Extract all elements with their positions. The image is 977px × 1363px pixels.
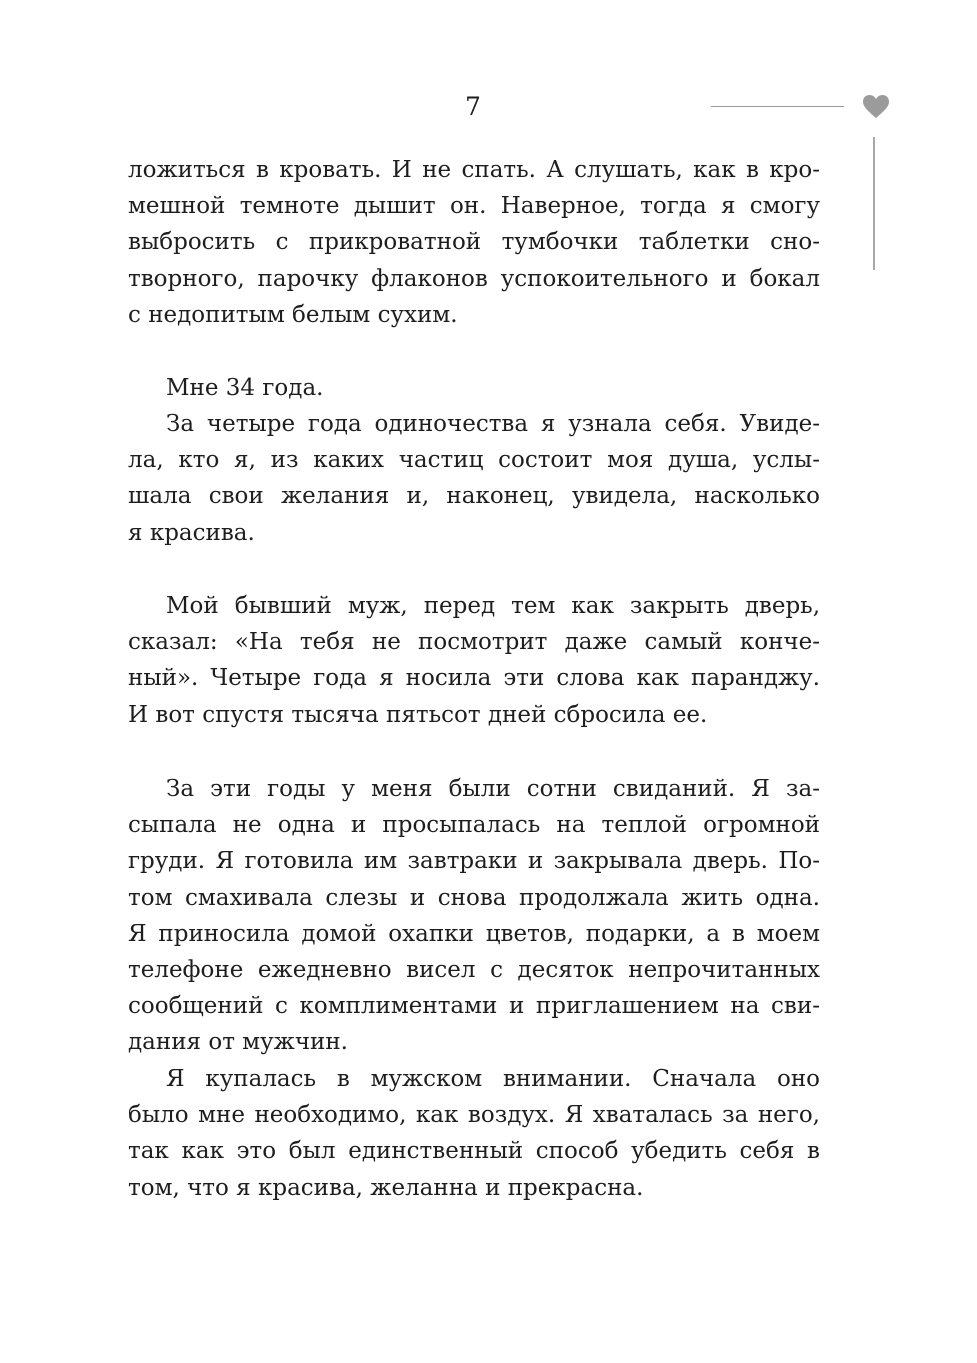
text-line: За эти годы у меня были сотни свиданий. Я за-	[166, 776, 820, 802]
text-line: я красива.	[128, 519, 255, 546]
paragraph	[128, 588, 820, 733]
text-line: том смахивала слезы и снова продолжала жить одна.	[128, 884, 820, 911]
text-line: телефоне ежедневно висел с десяток непрочитанных	[128, 956, 820, 983]
text-line: с недопитым белым сухим.	[128, 301, 458, 328]
paragraph-continuation	[128, 152, 820, 333]
text-line: ный». Четыре года я носила эти слова как паранджу.	[128, 665, 820, 692]
text-line: ла, кто я, из каких частиц состоит моя душа, услы-	[128, 447, 820, 474]
text-line: том, что я красива, желанна и прекрасна.	[128, 1174, 644, 1201]
text-line: выбросить с прикроватной тумбочки таблетки сно-	[128, 229, 820, 256]
text-line: творного, парочку флаконов успокоительного и бокал	[128, 265, 820, 292]
text-line: было мне необходимо, как воздух. Я хваталась за него,	[128, 1102, 820, 1129]
text-line: Мне 34 года.	[166, 375, 324, 401]
text-line: мешной темноте дышит он. Наверное, тогда я смогу	[128, 193, 820, 220]
side-rule	[873, 137, 875, 270]
paragraph	[128, 771, 820, 1061]
text-line: груди. Я готовила им завтраки и закрывала дверь. По-	[128, 848, 820, 875]
text-line: сказал: «На тебя не посмотрит даже самый конче-	[128, 629, 820, 656]
paragraph	[128, 1061, 820, 1206]
text-line: шала свои желания и, наконец, увидела, насколько	[128, 483, 820, 510]
header-rule	[711, 106, 844, 107]
text-line: так как это был единственный способ убедить себя в	[128, 1138, 820, 1165]
paragraph	[128, 370, 820, 406]
page-number: 7	[465, 92, 481, 121]
text-line: Я купалась в мужском внимании. Сначала оно	[166, 1066, 820, 1092]
text-line: За четыре года одиночества я узнала себя. Увиде-	[166, 411, 820, 437]
text-line: сыпала не одна и просыпалась на теплой огромной	[128, 812, 820, 839]
text-line: Мой бывший муж, перед тем как закрыть дверь,	[166, 593, 820, 619]
text-line: ложиться в кровать. И не спать. А слушать, как в кро-	[128, 157, 820, 183]
text-line: И вот спустя тысяча пятьсот дней сбросила ее.	[128, 701, 708, 728]
text-line: Я приносила домой охапки цветов, подарки, а в моем	[128, 920, 820, 947]
heart-icon	[863, 95, 889, 119]
paragraph	[128, 406, 820, 551]
text-line: сообщений с комплиментами и приглашением на сви-	[128, 993, 820, 1020]
text-line: дания от мужчин.	[128, 1029, 348, 1056]
